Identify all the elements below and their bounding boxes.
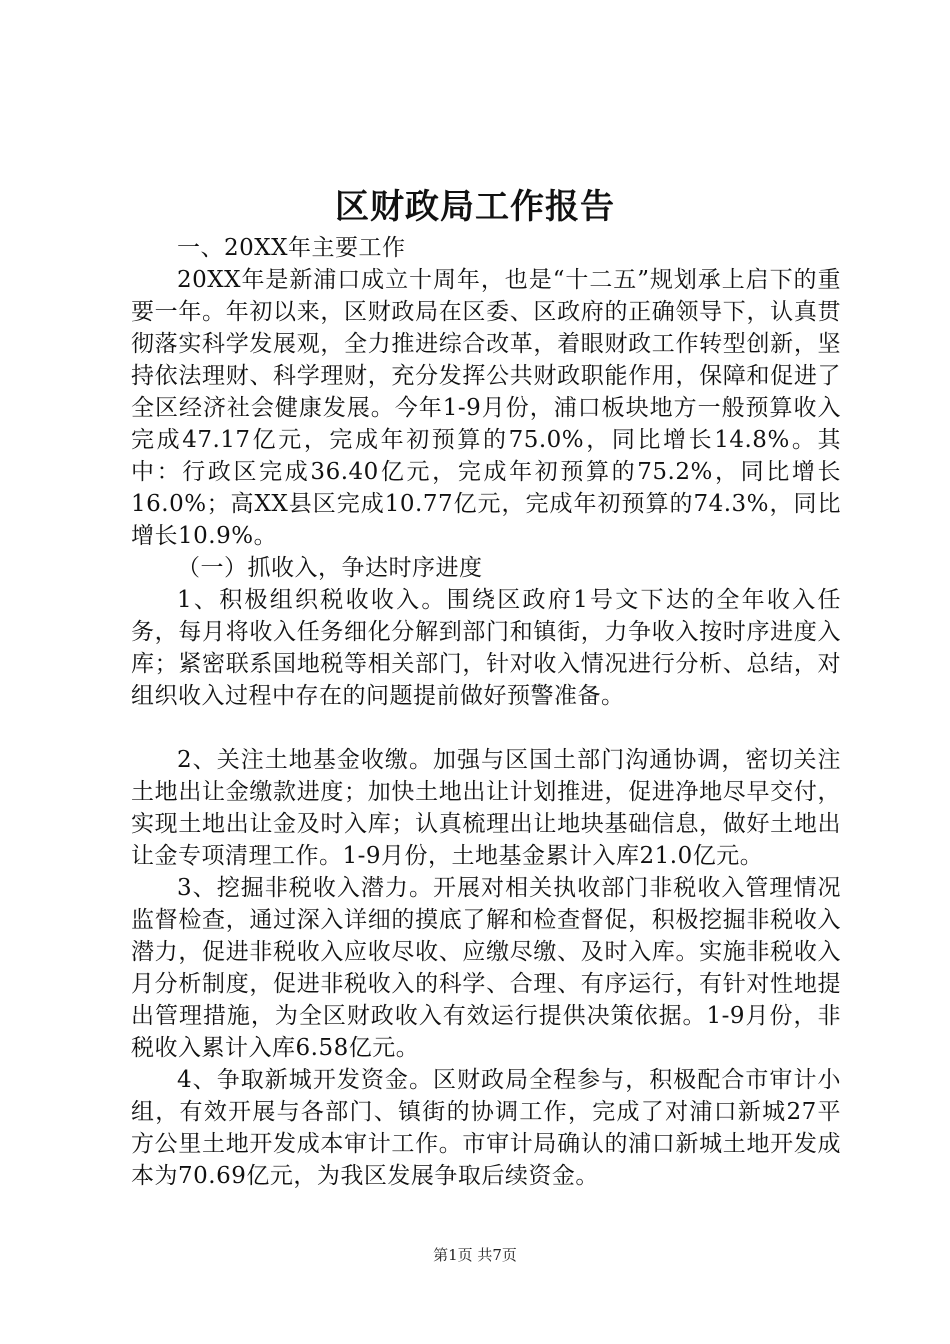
subsection-heading: （一）抓收入，争达时序进度 (177, 555, 483, 581)
document-title: 区财政局工作报告 (335, 187, 615, 227)
document-body (131, 232, 841, 1192)
intro-paragraph: 20XX年是新浦口成立十周年，也是“十二五”规划承上启下的重要一年。年初以来，区财政局在区委、区政府的正确领导下，认真贯彻落实科学发展观，全力推进综合改革，着眼财政工作转型创新，坚持依法理财、科学理财，充分发挥公共财政职能作用，保障和促进了全区经济社会健康发展。今年1-9月份，浦口板块地方一般预算收入完成47.17亿元，完成年初预算的75.0%，同比增长14.8%。其中：行政区完成36.40亿元，完成年初预算的75.2%，同比增长16.0%；高XX县区完成10.77亿元，完成年初预算的74.3%，同比增长10.9%。 (131, 267, 841, 549)
page-number-footer: 第1页 共7页 (433, 1246, 517, 1264)
item-paragraph-4: 4、争取新城开发资金。区财政局全程参与，积极配合市审计小组，有效开展与各部门、镇街的协调工作，完成了对浦口新城27平方公里土地开发成本审计工作。市审计局确认的浦口新城土地开发成本为70.69亿元，为我区发展争取后续资金。 (131, 1067, 841, 1189)
item-paragraph-3: 3、挖掘非税收入潜力。开展对相关执收部门非税收入管理情况监督检查，通过深入详细的摸底了解和检查督促，积极挖掘非税收入潜力，促进非税收入应收尽收、应缴尽缴、及时入库。实施非税收入月分析制度，促进非税收入的科学、合理、有序运行，有针对性地提出管理措施，为全区财政收入有效运行提供决策依据。1-9月份，非税收入累计入库6.58亿元。 (131, 875, 841, 1061)
item-paragraph-1: 1、积极组织税收收入。围绕区政府1号文下达的全年收入任务，每月将收入任务细化分解到部门和镇街，力争收入按时序进度入库；紧密联系国地税等相关部门，针对收入情况进行分析、总结，对组织收入过程中存在的问题提前做好预警准备。 (131, 587, 841, 709)
section-heading: 一、20XX年主要工作 (177, 235, 406, 261)
item-paragraph-2: 2、关注土地基金收缴。加强与区国土部门沟通协调，密切关注土地出让金缴款进度；加快土地出让计划推进，促进净地尽早交付，实现土地出让金及时入库；认真梳理出让地块基础信息，做好土地出让金专项清理工作。1-9月份，土地基金累计入库21.0亿元。 (131, 747, 841, 869)
